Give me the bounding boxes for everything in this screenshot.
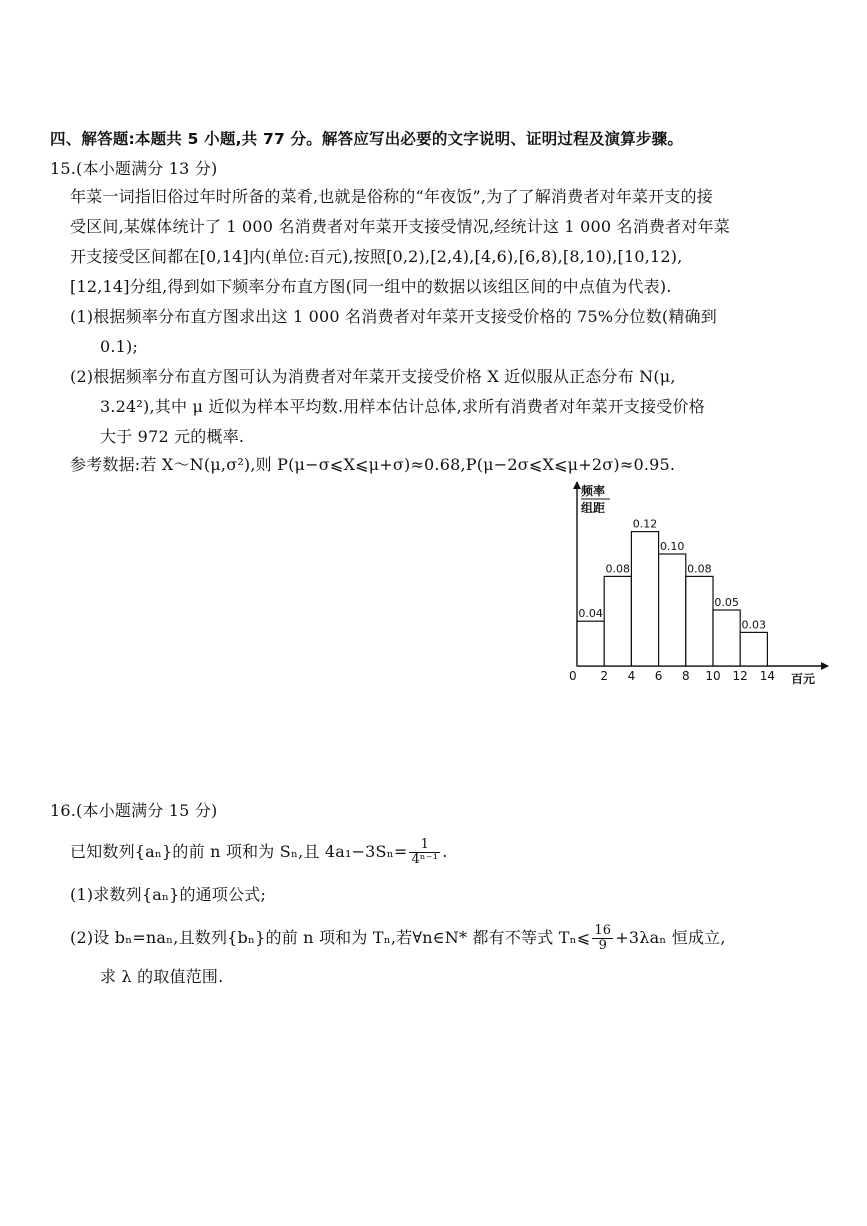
- bar-value-label: 0.03: [741, 618, 767, 632]
- x-tick-label: 2: [600, 669, 609, 683]
- q16-stem: [70, 838, 448, 867]
- x-tick-label: 10: [705, 669, 721, 683]
- q15-para-line-1: 年菜一词指旧俗过年时所备的菜肴,也就是俗称的“年夜饭”,为了了解消费者对年菜开支的接: [70, 187, 713, 206]
- q16-stem-text: 已知数列{aₙ}的前 n 项和为 Sₙ,且 4a₁−3Sₙ=: [70, 842, 408, 861]
- q15-part2-line-2: 3.24²),其中 μ 近似为样本平均数.用样本估计总体,求所有消费者对年菜开支接受价格: [100, 397, 705, 416]
- q15-title: 15.(本小题满分 13 分): [50, 159, 218, 178]
- q16-stem-numerator: 1: [409, 838, 440, 853]
- q16-part2-fraction: [592, 924, 613, 953]
- bar-value-label: 0.04: [578, 607, 603, 621]
- bar-value-label: 0.10: [659, 540, 685, 553]
- histogram-bar: [631, 532, 658, 666]
- q16-stem-denominator: 4ⁿ⁻¹: [411, 852, 439, 867]
- q16-part2-text-end: +3λaₙ 恒成立,: [615, 928, 726, 947]
- histogram-bar: [577, 621, 604, 666]
- q16-part2-text: (2)设 bₙ=naₙ,且数列{bₙ}的前 n 项和为 Tₙ,若∀n∈N* 都有不等式 Tₙ⩽: [70, 928, 591, 947]
- q16-part2-continuation: 求 λ 的取值范围.: [100, 967, 224, 986]
- histogram-bar: [713, 610, 740, 666]
- x-tick-label: 14: [759, 669, 776, 683]
- x-tick-label: 6: [654, 669, 663, 683]
- origin-label: 0: [569, 669, 577, 683]
- x-axis-title: 百元: [791, 672, 816, 686]
- y-axis-label-numerator: 频率: [581, 484, 606, 498]
- x-tick-label: 4: [627, 669, 636, 683]
- q16-stem-fraction: [409, 838, 440, 867]
- q15-part2-line-1: (2)根据频率分布直方图可认为消费者对年菜开支接受价格 X 近似服从正态分布 N(μ,: [70, 367, 676, 386]
- q15-part1-line-2: 0.1);: [100, 337, 139, 356]
- q15-part2-line-3: 大于 972 元的概率.: [100, 427, 245, 446]
- bar-value-label: 0.05: [714, 596, 739, 609]
- histogram-bar: [659, 554, 686, 666]
- q15-para-line-3: 开支接受区间都在[0,14]内(单位:百元),按照[0,2),[2,4),[4,6),[6,8),[8,10),[10,12),: [70, 247, 683, 266]
- q16-part2-numerator: 16: [594, 923, 612, 938]
- bar-value-label: 0.12: [632, 517, 658, 531]
- bar-value-label: 0.08: [605, 562, 631, 576]
- q16-part2: [70, 924, 726, 953]
- q16-part1: (1)求数列{aₙ}的通项公式;: [70, 885, 267, 904]
- q15-reference-data: 参考数据:若 X～N(μ,σ²),则 P(μ−σ⩽X⩽μ+σ)≈0.68,P(μ−2σ⩽X⩽μ+2σ)≈0.95.: [70, 455, 676, 474]
- q15-para-line-4: [12,14]分组,得到如下频率分布直方图(同一组中的数据以该组区间的中点值为代表).: [70, 277, 672, 296]
- q15-part1-line-1: (1)根据频率分布直方图求出这 1 000 名消费者对年菜开支接受价格的 75%分位数(精确到: [70, 307, 717, 326]
- bar-value-label: 0.08: [687, 562, 712, 576]
- y-axis-label-denominator: 组距: [581, 501, 606, 515]
- q16-part2-denominator: 9: [598, 938, 608, 953]
- q16-title: 16.(本小题满分 15 分): [50, 801, 218, 820]
- q16-stem-end: .: [442, 842, 448, 861]
- q15-para-line-2: 受区间,某媒体统计了 1 000 名消费者对年菜开支接受情况,经统计这 1 000 名消费者对年菜: [70, 217, 730, 236]
- x-tick-label: 8: [681, 669, 690, 683]
- histogram-bar: [740, 632, 767, 666]
- histogram-bar: [686, 576, 713, 666]
- frequency-histogram: [560, 478, 840, 693]
- section-header: 四、解答题:本题共 5 小题,共 77 分。解答应写出必要的文字说明、证明过程及演算步骤。: [50, 130, 684, 148]
- histogram-bar: [604, 576, 631, 666]
- x-tick-label: 12: [732, 669, 748, 683]
